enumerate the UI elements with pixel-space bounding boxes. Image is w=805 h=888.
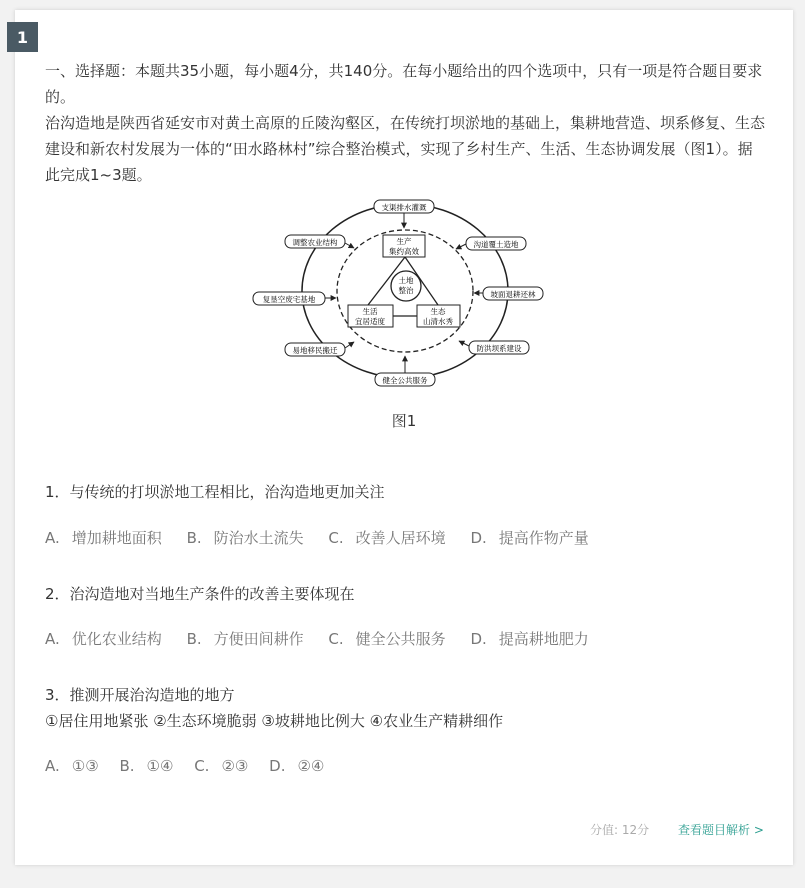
option-b[interactable]: B. ①④	[119, 757, 174, 775]
instructions-text: 一、选择题：本题共35小题，每小题4分，共140分。在每小题给出的四个选项中，只有一项是符合题目要求的。	[45, 62, 763, 106]
outer-label-upper-right: 沟道覆土造地	[473, 240, 519, 249]
option-d[interactable]: D. 提高耕地肥力	[470, 630, 589, 648]
figure-diagram	[250, 195, 550, 395]
option-c[interactable]: C. 健全公共服务	[328, 630, 446, 648]
production-label: 生产	[396, 237, 412, 246]
option-b[interactable]: B. 防治水土流失	[186, 529, 304, 547]
view-analysis-link[interactable]: 查看题目解析 >	[678, 823, 764, 837]
option-c[interactable]: C. ②③	[194, 757, 249, 775]
outer-label-lower-left: 易地移民搬迁	[292, 346, 338, 355]
land-consolidation-diagram	[250, 195, 550, 395]
question-3-options	[45, 757, 340, 775]
option-a[interactable]: A. 优化农业结构	[45, 630, 162, 648]
question-3-stem: 3．推测开展治沟造地的地方	[45, 686, 235, 704]
outer-label-upper-left: 调整农业结构	[292, 238, 338, 247]
option-d[interactable]: D. 提高作物产量	[470, 529, 589, 547]
option-a[interactable]: A. 增加耕地面积	[45, 529, 162, 547]
outer-label-bottom: 健全公共服务	[382, 376, 428, 385]
center-label-1: 土地	[398, 276, 414, 285]
center-label-2: 整治	[398, 286, 414, 295]
question-2-stem: 2．治沟造地对当地生产条件的改善主要体现在	[45, 585, 355, 603]
question-3-statements: ①居住用地紧张 ②生态环境脆弱 ③坡耕地比例大 ④农业生产精耕细作	[45, 712, 504, 730]
score-label: 分值: 12分	[590, 823, 650, 837]
question-1-options	[45, 527, 609, 548]
outer-label-top: 支渠排水灌溉	[381, 203, 427, 212]
ecology-label: 生态	[430, 307, 446, 316]
figure-caption: 图1	[391, 412, 417, 430]
production-sublabel: 集约高效	[389, 247, 419, 256]
life-sublabel: 宜居适度	[355, 317, 385, 326]
option-d[interactable]: D. ②④	[269, 757, 325, 775]
life-label: 生活	[362, 307, 378, 316]
option-b[interactable]: B. 方便田间耕作	[186, 630, 304, 648]
question-2-options	[45, 628, 609, 649]
ecology-sublabel: 山清水秀	[423, 317, 453, 326]
option-c[interactable]: C. 改善人居环境	[328, 529, 446, 547]
background-text: 治沟造地是陕西省延安市对黄土高原的丘陵沟壑区，在传统打坝淤地的基础上，集耕地营造、坝系修复、生态建设和新农村发展为一体的“田水路林村”综合整治模式，实现了乡村生产、生活、生态协调发展（图1）。据此完成1~3题。	[45, 114, 766, 184]
outer-label-left: 复垦空废宅基地	[262, 295, 316, 304]
question-intro	[45, 58, 765, 188]
question-number-badge: 1	[7, 22, 38, 52]
option-a[interactable]: A. ①③	[45, 757, 99, 775]
outer-label-lower-right: 防洪坝系建设	[476, 344, 522, 353]
outer-label-right: 坡面退耕还林	[490, 290, 536, 299]
question-1-stem: 1．与传统的打坝淤地工程相比，治沟造地更加关注	[45, 483, 385, 501]
